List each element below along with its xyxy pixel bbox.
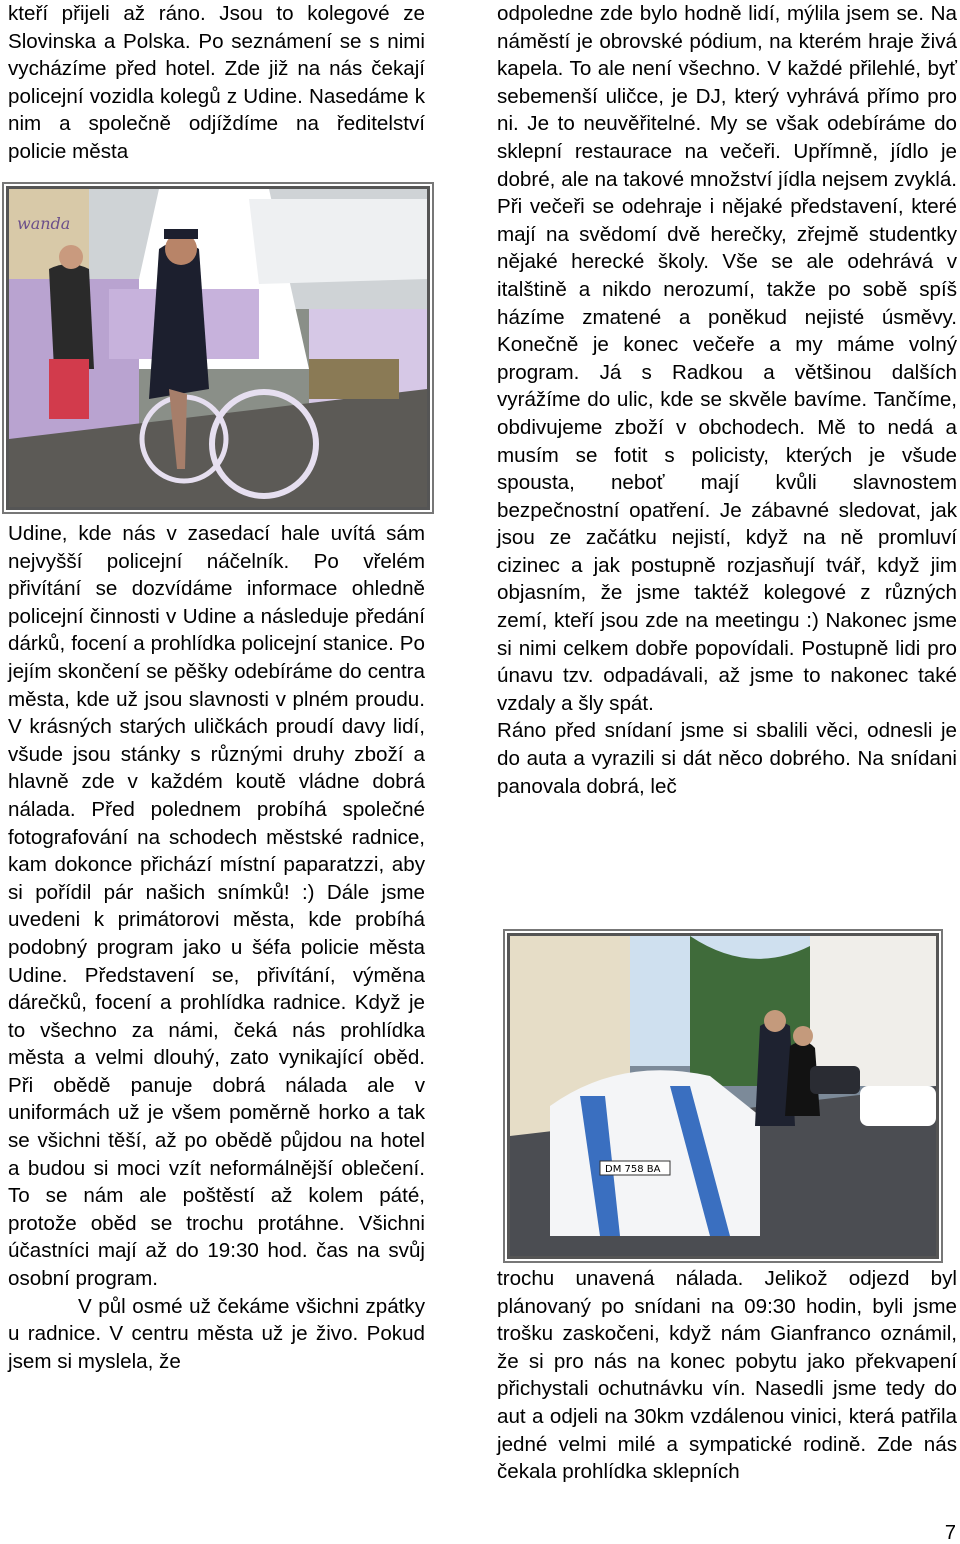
right-column-top (497, 0, 957, 800)
photo-police-car (507, 933, 939, 1259)
paragraph-morning: Ráno před snídaní jsme si sbalili věci, odnesli je do auta a vyrazili si dát něco dobrého. Na snídani panovala dobrá, leč (497, 719, 957, 798)
paragraph-evening-continued: odpoledne zde bylo hodně lidí, mýlila jsem se. Na náměstí je obrovské pódium, na kterém hraje živá kapela. To ale není všechno. V každé přilehlé, byť sebemenší uličce, je DJ, který vyhrává přímo pro ni. Je to neuvěřitelné. My se však odebíráme do sklepní restaurace na večeři. Upřímně, jídlo je dobré, ale na takové množství jídla nejsem zvyklá. Při večeři se odehraje i nějaké představení, které mají na svědomí dvě herečky, zřejmě studentky nějaké herecké školy. Vše se ale odehrává v italštině a nikdo nerozumí, takže po sobě spíš házíme zmatené a poněkud nejisté úsměvy. Konečně je konec večeře a my máme volný program. Já s Radkou a většinou dalších vyrážíme do ulic, kde se skvěle bavíme. Tančíme, obdivujeme zboží v obchodech. Mě to nedá a musím se fotit s policisty, kterých je všude spousta, neboť mají kvůli slavnostem bezpečnostní opatření. Je zábavné sledovat, jak jsou ze začátku nejistí, když na ně promluví cizinec a jak postupně rozjasňují tvář, když jim objasním, že jsme taktéž kolegové z různých zemí, kteří jsou zde na meetingu :) Nakonec jsme si nimi celkem dobře popovídali. Postupně lidi pro únavu tzv. odpadávali, až jsme to nakonec také vzdaly a šly spát. (497, 2, 957, 715)
paragraph-intro: kteří přijeli až ráno. Jsou to kolegové ze Slovinska a Polska. Po seznámení se s nimi vycházíme před hotel. Zde již na nás čekají policejní vozidla kolegů z Udine. Nasedáme k nim a společně odjíždíme na ředitelství policie města (8, 2, 425, 163)
paragraph-wine-tasting: trochu unavená nálada. Jelikož odjezd byl plánovaný po snídani na 09:30 hodin, byli jsme trošku zaskočeni, když nám Gianfranco oznámil, že si pro nás na konec pobytu jako překvapení přichystali ochutnávku vín. Nasedli jsme tedy do aut a odjeli na 30km vzdálenou vinici, která patřila jedné velmi milé a sympatické rodině. Zde nás čekala prohlídka sklepních (497, 1267, 957, 1484)
photo-lavender-market (6, 186, 430, 510)
photo-2-plate-text: DM 758 BA (605, 1164, 661, 1175)
photo-1-sign-text: wanda (17, 214, 71, 233)
page-number: 7 (944, 1522, 956, 1544)
right-column-bottom (497, 1265, 957, 1486)
left-column-top (8, 0, 425, 166)
paragraph-udine: Udine, kde nás v zasedací hale uvítá sám nejvyšší policejní náčelník. Po vřelém přivítání se dozvídáme informace ohledně policejní činnosti v Udine a následuje předání dárků, focení a prohlídka policejní stanice. Po jejím skončení se pěšky odebíráme do centra města, kde už jsou slavnosti v plném proudu. V krásných starých uličkách proudí davy lidí, všude jsou stánky s různými druhy zboží a hlavně zde v každém koutě vládne dobrá nálada. Před polednem probíhá společné fotografování na schodech městské radnice, kam dokonce přichází místní paparatzzi, aby si pořídil pár našich snímků! :) Dále jsme uvedeni k primátorovi města, kde probíhá podobný program jako u šéfa policie města Udine. Představení se, přivítání, výměna dárečků, focení a prohlídka radnice. Když je to všechno za námi, čeká nás prohlídka města a velmi dlouhý, zato vynikající oběd. Při obědě panuje dobrá nálada ale v uniformách už je všem poměrně horko a tak se všichni těší, až po obědě půjdou na hotel a budou si moci vzít neformálnější oblečení. To se nám ale poštěstí až kolem páté, protože oběd se trochu protáhne. Všichni účastníci mají až do 19:30 hod. čas na svůj osobní program. (8, 522, 425, 1291)
paragraph-evening: V půl osmé už čekáme všichni zpátky u radnice. V centru města už je živo. Pokud jsem si myslela, že (8, 1294, 425, 1373)
left-column-main (8, 520, 425, 1375)
